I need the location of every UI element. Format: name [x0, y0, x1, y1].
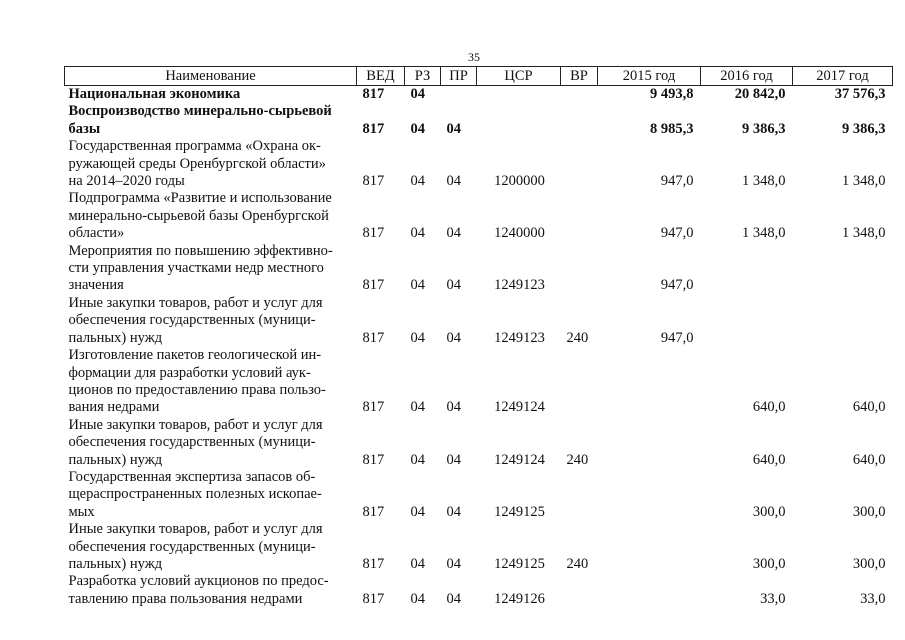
row-2017: 300,0 — [852, 503, 886, 520]
row-ved: 817 — [362, 329, 385, 346]
row-rz: 04 — [410, 503, 425, 520]
row-pr: 04 — [446, 451, 461, 468]
table-body — [65, 86, 893, 609]
row-pr: 04 — [446, 120, 461, 137]
row-name: Национальная экономика — [68, 86, 241, 102]
row-name: Государственная экспертиза запасов об- щераспространенных полезных ископае- мых — [68, 468, 322, 520]
row-2017 — [793, 243, 893, 295]
header-ved: ВЕД — [357, 67, 405, 86]
row-rz: 04 — [410, 173, 425, 190]
header-csr: ЦСР — [477, 67, 561, 86]
row-vr — [561, 190, 598, 242]
row-ved: 817 — [362, 555, 385, 572]
row-2017: 9 386,3 — [842, 120, 886, 137]
row-vr — [561, 86, 598, 104]
row-2015: 9 493,8 — [650, 86, 694, 102]
row-name: Государственная программа «Охрана ок- ружающей среды Оренбургской области» на 2014–2020 годы — [68, 138, 326, 190]
budget-table — [64, 66, 893, 608]
row-vr: 240 — [566, 555, 589, 572]
row-2016 — [701, 295, 793, 347]
table-row — [65, 521, 893, 573]
row-vr — [561, 138, 598, 190]
row-rz: 04 — [410, 399, 425, 416]
table-row — [65, 417, 893, 469]
row-ved: 817 — [362, 590, 385, 607]
row-rz: 04 — [410, 555, 425, 572]
row-rz: 04 — [410, 86, 425, 102]
table-row — [65, 243, 893, 295]
row-vr — [561, 469, 598, 521]
row-2016: 640,0 — [752, 399, 786, 416]
row-2015 — [598, 417, 701, 469]
table-row — [65, 103, 893, 138]
row-2015: 947,0 — [660, 225, 694, 242]
row-2016: 300,0 — [752, 503, 786, 520]
row-2017: 300,0 — [852, 555, 886, 572]
table-row — [65, 295, 893, 347]
row-name: Подпрограмма «Развитие и использование минерально-сырьевой базы Оренбургской области» — [68, 190, 332, 242]
table-header — [65, 67, 893, 86]
row-pr: 04 — [446, 225, 461, 242]
row-ved: 817 — [362, 451, 385, 468]
row-2017: 1 348,0 — [842, 225, 886, 242]
row-name: Иные закупки товаров, работ и услуг для обеспечения государственных (муници- пальных) нужд — [68, 521, 323, 572]
table-row — [65, 469, 893, 521]
row-rz: 04 — [410, 451, 425, 468]
row-rz: 04 — [410, 277, 425, 294]
row-2017: 1 348,0 — [842, 173, 886, 190]
table-row — [65, 86, 893, 104]
row-2017: 37 576,3 — [834, 86, 886, 102]
row-2017 — [793, 295, 893, 347]
row-name: Воспроизводство минерально-сырьевой базы — [68, 103, 332, 137]
row-pr: 04 — [446, 503, 461, 520]
row-ved: 817 — [362, 503, 385, 520]
row-ved: 817 — [362, 120, 385, 137]
row-pr: 04 — [446, 173, 461, 190]
row-pr: 04 — [446, 329, 461, 346]
row-rz: 04 — [410, 590, 425, 607]
row-vr — [561, 347, 598, 417]
row-2015 — [598, 347, 701, 417]
table-row — [65, 573, 893, 608]
header-2015: 2015 год — [598, 67, 701, 86]
row-csr — [477, 103, 561, 138]
row-csr: 1249125 — [494, 555, 545, 572]
row-vr — [561, 573, 598, 608]
row-rz: 04 — [410, 225, 425, 242]
row-vr — [561, 243, 598, 295]
row-ved: 817 — [362, 86, 385, 102]
row-rz: 04 — [410, 329, 425, 346]
header-rz: РЗ — [405, 67, 441, 86]
header-name: Наименование — [65, 67, 357, 86]
row-ved: 817 — [362, 173, 385, 190]
row-pr — [441, 86, 477, 104]
row-csr: 1249124 — [494, 451, 545, 468]
row-name: Иные закупки товаров, работ и услуг для обеспечения государственных (муници- пальных) нужд — [68, 294, 323, 346]
row-csr: 1240000 — [494, 225, 545, 242]
row-rz: 04 — [410, 120, 425, 137]
row-2016: 9 386,3 — [742, 120, 786, 137]
row-2016 — [701, 243, 793, 295]
row-ved: 817 — [362, 399, 385, 416]
row-vr: 240 — [566, 329, 589, 346]
row-name: Разработка условий аукционов по предос- тавлению права пользования недрами — [68, 573, 329, 607]
row-csr — [477, 86, 561, 104]
row-csr: 1249125 — [494, 503, 545, 520]
row-2015: 947,0 — [660, 329, 694, 346]
row-vr — [561, 103, 598, 138]
row-ved: 817 — [362, 225, 385, 242]
row-pr: 04 — [446, 399, 461, 416]
header-2016: 2016 год — [701, 67, 793, 86]
header-pr: ПР — [441, 67, 477, 86]
table-row — [65, 138, 893, 190]
row-pr: 04 — [446, 277, 461, 294]
row-ved: 817 — [362, 277, 385, 294]
row-2015 — [598, 573, 701, 608]
row-pr: 04 — [446, 590, 461, 607]
row-2016: 640,0 — [752, 451, 786, 468]
table-row — [65, 347, 893, 417]
row-2015: 8 985,3 — [650, 120, 694, 137]
row-2017: 640,0 — [852, 451, 886, 468]
row-csr: 1249124 — [494, 399, 545, 416]
header-2017: 2017 год — [793, 67, 893, 86]
page-number: 35 — [468, 50, 480, 64]
row-name: Мероприятия по повышению эффективно- сти управления участками недр местного значения — [68, 242, 333, 294]
header-row — [65, 67, 893, 86]
row-2015: 947,0 — [660, 277, 694, 294]
row-name: Иные закупки товаров, работ и услуг для обеспечения государственных (муници- пальных) нужд — [68, 416, 323, 468]
row-2015 — [598, 521, 701, 573]
row-csr: 1200000 — [494, 173, 545, 190]
row-pr: 04 — [446, 555, 461, 572]
row-csr: 1249123 — [494, 277, 545, 294]
row-2016: 20 842,0 — [734, 86, 786, 102]
row-csr: 1249126 — [494, 590, 545, 607]
row-2015: 947,0 — [660, 173, 694, 190]
row-csr: 1249123 — [494, 329, 545, 346]
row-2015 — [598, 469, 701, 521]
row-2017: 33,0 — [860, 590, 886, 607]
row-vr: 240 — [566, 451, 589, 468]
row-2016: 300,0 — [752, 555, 786, 572]
header-vr: ВР — [561, 67, 598, 86]
row-2017: 640,0 — [852, 399, 886, 416]
row-2016: 1 348,0 — [742, 173, 786, 190]
row-2016: 33,0 — [760, 590, 786, 607]
row-2016: 1 348,0 — [742, 225, 786, 242]
row-name: Изготовление пакетов геологической ин- формации для разработки условий аук- ционов по предоставлению права пользо- вания недрами — [68, 347, 326, 416]
table-row — [65, 190, 893, 242]
